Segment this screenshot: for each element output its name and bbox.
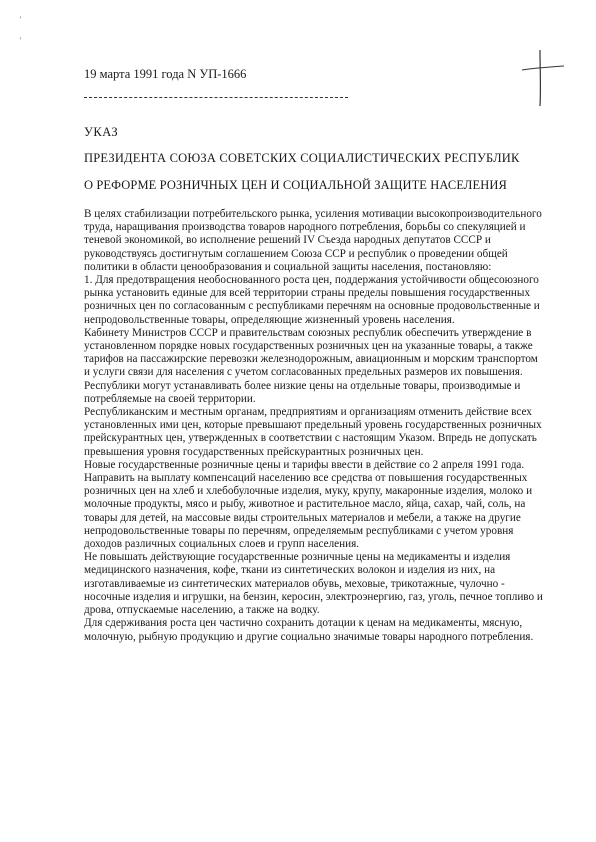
paragraph: Не повышать действующие государственные розничные цены на медикаменты и изделия медицинского назначения, кофе, ткани из синтетических волокон и изделия из них, на изготавливаемые из синтетических материалов обувь, меховые, трикотажные, чулочно - носочные изделия и игрушки, на бензин, керосин, электроэнергию, газ, уголь, печное топливо и дрова, отпускаемые населению, а также на водку.	[84, 551, 543, 617]
paragraph: Республиканским и местным органам, предприятиям и организациям отменить действие всех установленных ими цен, которые превышают предельный уровень государственных розничных прейскурантных цен, утвержденных в соответствии с настоящим Указом. Впредь не допускать превышения уровня государственных прейскурантных розничных цен.	[84, 406, 542, 458]
document-body	[84, 208, 546, 644]
paragraph: 1. Для предотвращения необоснованного роста цен, поддержания устойчивости общесоюзного рынка установить единые для всей территории страны пределы повышения государственных розничных цен по согласованным с республиками перечням на основные продовольственные и непродовольственные товары, определяющие жизненный уровень населения.	[84, 274, 540, 326]
document-date-number: 19 марта 1991 года N УП-1666	[84, 67, 247, 81]
handwritten-mark	[520, 48, 566, 108]
document-issuer: ПРЕЗИДЕНТА СОЮЗА СОВЕТСКИХ СОЦИАЛИСТИЧЕСКИХ РЕСПУБЛИК	[84, 151, 520, 165]
paragraph: Направить на выплату компенсаций населению все средства от повышения государственных розничных цен на хлеб и хлебобулочные изделия, муку, крупу, макаронные изделия, молоко и молочные продукты, мясо и рыбу, животное и растительное масло, яйца, сахар, чай, соль, на товары для детей, на массовые виды строительных материалов и мебели, а также на другие непродовольственные товары по перечням, определяемым республиками с учетом уровня доходов различных социальных слоев и групп населения.	[84, 472, 533, 551]
paragraph: Для сдерживания роста цен частично сохранить дотации к ценам на медикаменты, мясную, молочную, рыбную продукцию и другие социально значимые товары народного потребления.	[84, 617, 534, 643]
document-type: УКАЗ	[84, 125, 119, 139]
paragraph: В целях стабилизации потребительского рынка, усиления мотивации высокопроизводительного труда, наращивания производства товаров народного потребления, борьбы со спекуляцией и теневой экономикой, во исполнение решений IV Съезда народных депутатов СССР и руководствуясь достигнутым соглашением Союза ССР и республик о проведении общей политики в области ценообразования и социальной защиты населения, постановляю:	[84, 208, 542, 273]
paragraph: Кабинету Министров СССР и правительствам союзных республик обеспечить утверждение в установленном порядке новых государственных розничных цен на указанные товары, а также тарифов на пассажирские перевозки железнодорожным, авиационным и морским транспортом и услуги связи для населения с учетом согласованных предельных размеров их повышения. Республики могут устанавливать более низкие цены на отдельные товары, производимые и потребляемые на своей территории.	[84, 326, 538, 405]
separator-dashes	[84, 97, 348, 98]
scan-artifact-mark: '	[20, 36, 22, 45]
document-title: О РЕФОРМЕ РОЗНИЧНЫХ ЦЕН И СОЦИАЛЬНОЙ ЗАЩИТЕ НАСЕЛЕНИЯ	[84, 178, 507, 192]
scan-artifact-mark: '	[20, 15, 22, 24]
paragraph: Новые государственные розничные цены и тарифы ввести в действие со 2 апреля 1991 года.	[84, 458, 525, 471]
